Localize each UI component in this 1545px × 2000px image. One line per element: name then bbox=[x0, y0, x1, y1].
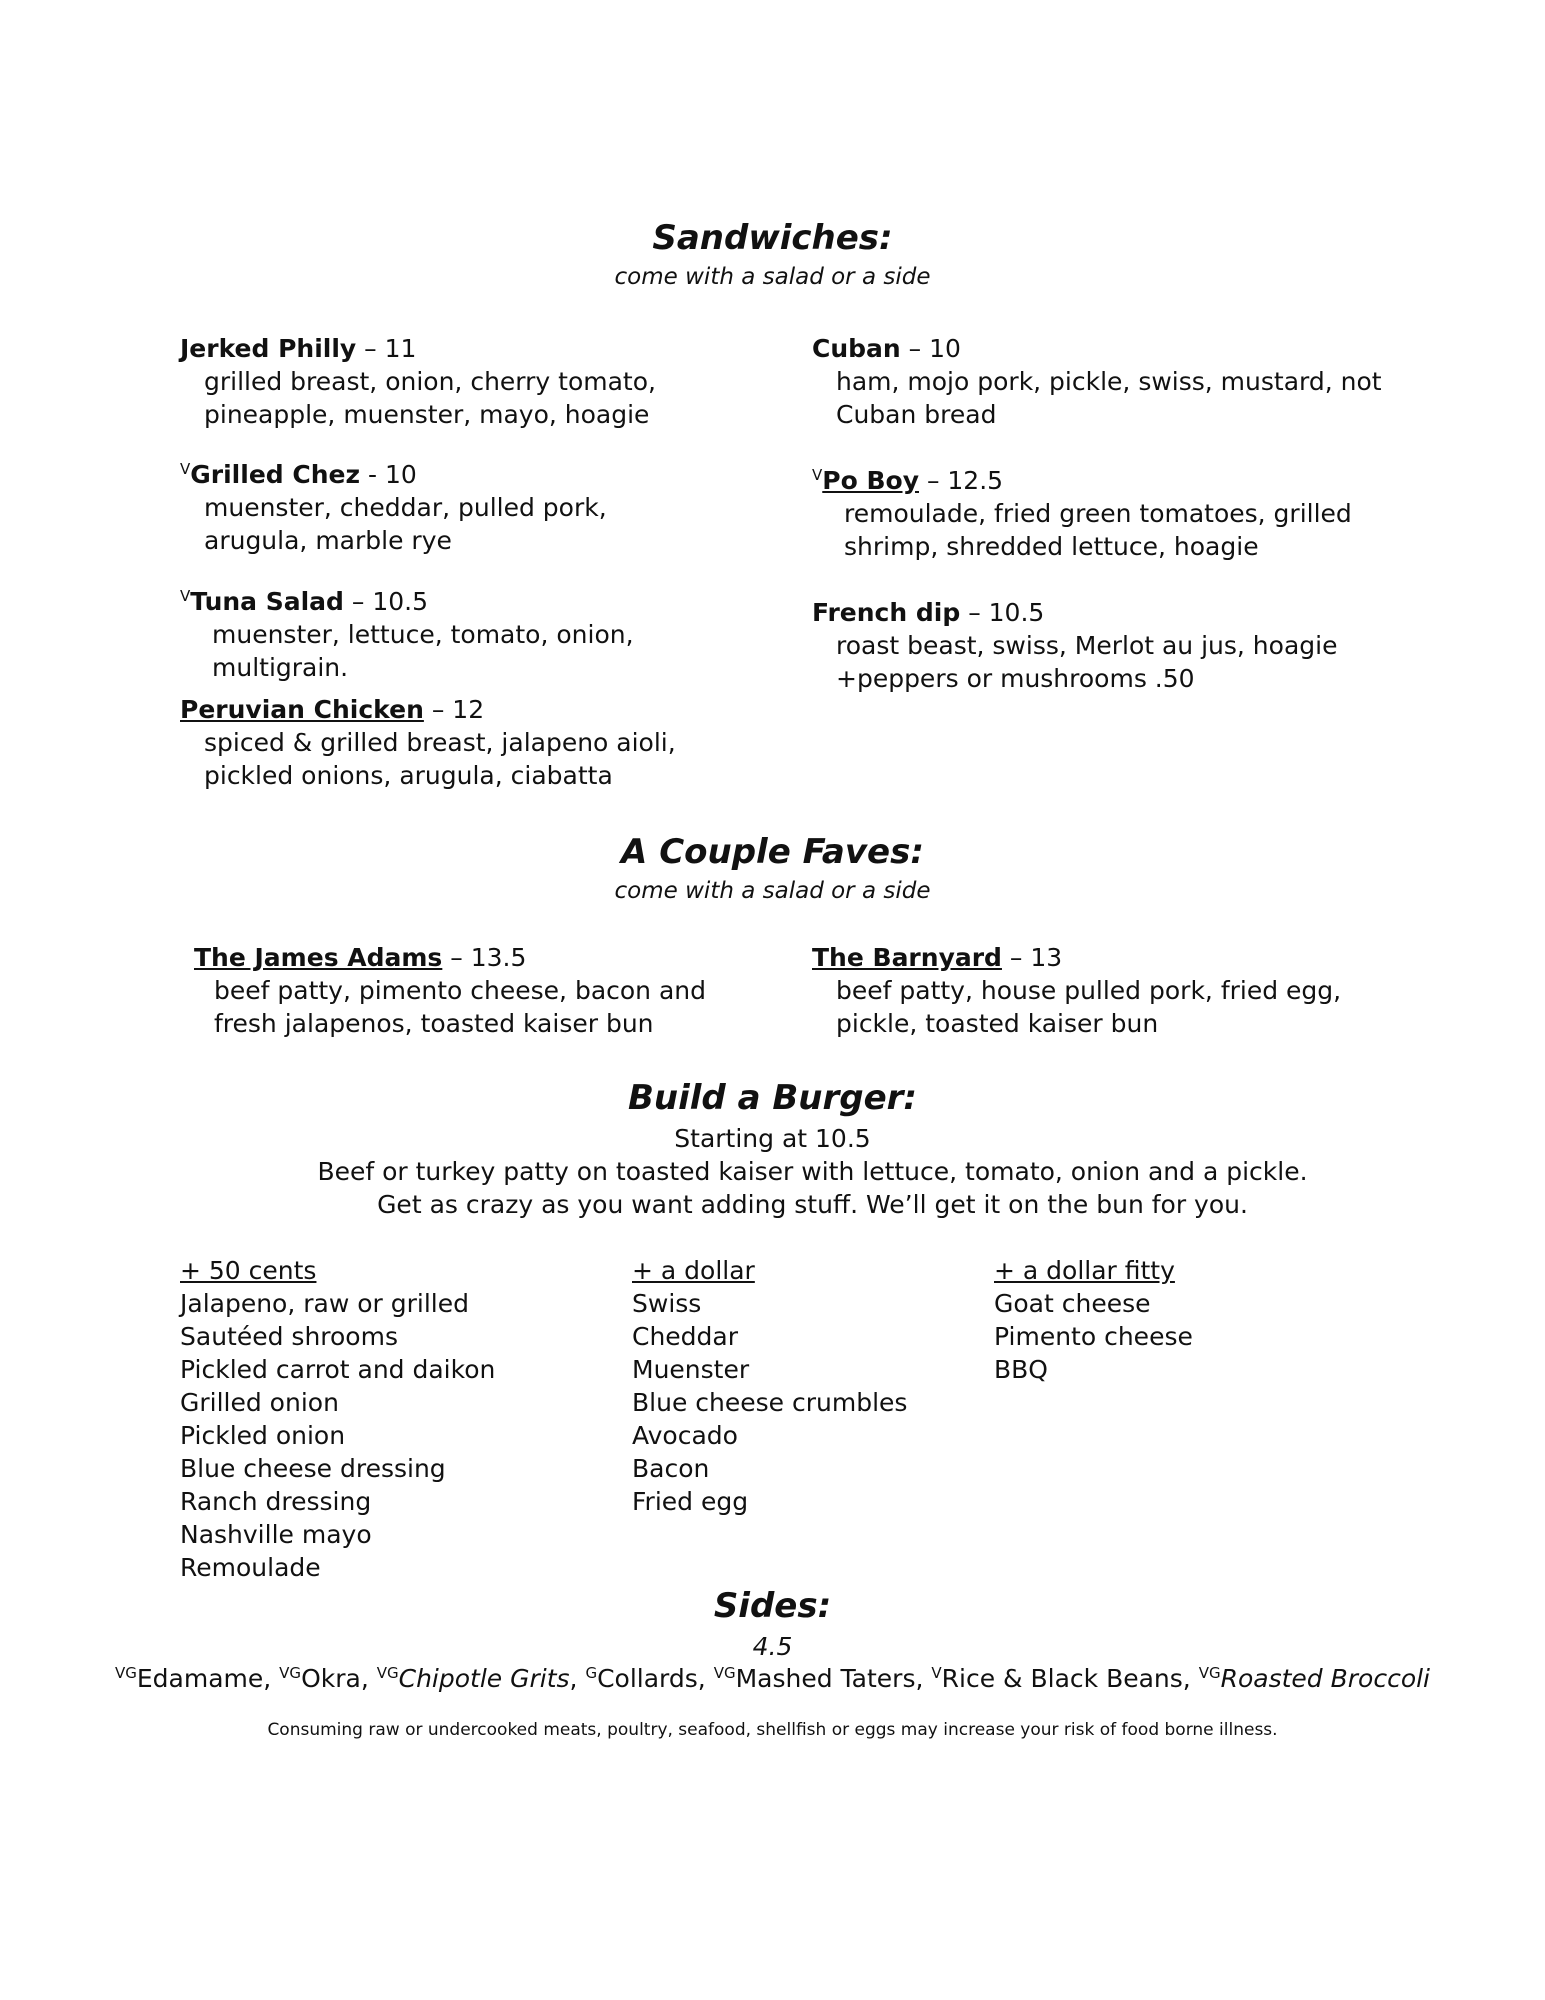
addon-item: Bacon bbox=[632, 1454, 710, 1483]
menu-item-barnyard: The Barnyard – 13 beef patty, house pulled pork, fried egg, pickle, toasted kaiser bun bbox=[812, 943, 1342, 1038]
vegetarian-mark: V bbox=[180, 460, 191, 478]
addon-item: Fried egg bbox=[632, 1487, 749, 1516]
addon-item: Avocado bbox=[632, 1421, 738, 1450]
addon-item: Pickled onion bbox=[180, 1421, 346, 1450]
menu-item-peruvian-chicken: Peruvian Chicken – 12 spiced & grilled breast, jalapeno aioli, pickled onions, arugula, ciabatta bbox=[180, 695, 676, 790]
addon-item: Grilled onion bbox=[180, 1388, 339, 1417]
item-description: beef patty, pimento cheese, bacon and fresh jalapenos, toasted kaiser bun bbox=[214, 976, 707, 1038]
side-item: Roasted Broccoli bbox=[1220, 1664, 1431, 1693]
vegetarian-mark: V bbox=[812, 466, 823, 484]
item-description: ham, mojo pork, pickle, swiss, mustard, not Cuban bread bbox=[836, 367, 1382, 429]
addon-column-a-dollar bbox=[632, 1254, 907, 1518]
item-price: 12 bbox=[452, 695, 485, 724]
side-item: Chipotle Grits bbox=[398, 1664, 570, 1693]
item-price: 10 bbox=[929, 334, 961, 363]
addon-item: Pimento cheese bbox=[994, 1322, 1193, 1351]
item-price: 13 bbox=[1030, 943, 1063, 972]
item-description: beef patty, house pulled pork, fried egg, pickle, toasted kaiser bun bbox=[836, 976, 1342, 1038]
addon-heading: + a dollar bbox=[632, 1256, 755, 1285]
item-description: muenster, lettuce, tomato, onion, multigrain. bbox=[212, 620, 634, 682]
addon-item: Blue cheese dressing bbox=[180, 1454, 446, 1483]
addon-item: BBQ bbox=[994, 1355, 1048, 1384]
sides-price: 4.5 bbox=[752, 1632, 793, 1661]
faves-title: A Couple Faves: bbox=[621, 832, 924, 872]
item-price: 10.5 bbox=[372, 587, 429, 616]
addon-item: Cheddar bbox=[632, 1322, 739, 1351]
item-description: remoulade, fried green tomatoes, grilled shrimp, shredded lettuce, hoagie bbox=[844, 499, 1352, 561]
addon-item: Sautéed shrooms bbox=[180, 1322, 398, 1351]
burger-start-price: Starting at 10.5 bbox=[674, 1124, 871, 1153]
menu-item-po-boy: $^V$Po Boy – 12.5 remoulade, fried green tomatoes, grilled shrimp, shredded lettuce, hoagie bbox=[812, 466, 1352, 561]
addon-column-a-dollar-fitty bbox=[994, 1254, 1193, 1386]
menu-item-cuban: Cuban – 10 ham, mojo pork, pickle, swiss, mustard, not Cuban bread bbox=[812, 334, 1382, 429]
item-price: 12.5 bbox=[947, 466, 1004, 495]
menu-item-james-adams: The James Adams – 13.5 beef patty, pimento cheese, bacon and fresh jalapenos, toasted kaiser bun bbox=[194, 943, 707, 1038]
item-price: 10 bbox=[384, 460, 417, 489]
sides-list: $^{VG}$Edamame, $^{VG}$Okra, $^{VG}$Chipotle Grits, $^G$Collards, $^{VG}$Mashed Taters, $^V$Rice & Black Beans, $^{VG}$Roasted Broccoli bbox=[114, 1664, 1431, 1693]
burger-description: Beef or turkey patty on toasted kaiser with lettuce, tomato, onion and a pickle. bbox=[317, 1157, 1308, 1186]
side-item: Collards bbox=[597, 1664, 698, 1693]
side-item: Mashed Taters bbox=[735, 1664, 916, 1693]
addon-heading: + a dollar fitty bbox=[994, 1256, 1175, 1285]
addon-item: Goat cheese bbox=[994, 1289, 1151, 1318]
sandwiches-title: Sandwiches: bbox=[652, 218, 893, 258]
addon-item: Jalapeno, raw or grilled bbox=[180, 1289, 469, 1318]
item-description: spiced & grilled breast, jalapeno aioli, pickled onions, arugula, ciabatta bbox=[204, 728, 676, 790]
sides-title: Sides: bbox=[713, 1586, 832, 1626]
item-description: roast beast, swiss, Merlot au jus, hoagie +peppers or mushrooms .50 bbox=[836, 631, 1338, 693]
item-price: 11 bbox=[384, 334, 417, 363]
burger-title: Build a Burger: bbox=[627, 1078, 918, 1118]
item-description: grilled breast, onion, cherry tomato, pineapple, muenster, mayo, hoagie bbox=[204, 367, 656, 429]
burger-tagline: Get as crazy as you want adding stuff. We’ll get it on the bun for you. bbox=[377, 1190, 1248, 1219]
item-price: 13.5 bbox=[470, 943, 527, 972]
menu-item-jerked-philly: Jerked Philly – 11 grilled breast, onion, cherry tomato, pineapple, muenster, mayo, hoagie bbox=[180, 334, 656, 429]
addon-item: Ranch dressing bbox=[180, 1487, 372, 1516]
item-description: muenster, cheddar, pulled pork, arugula, marble rye bbox=[204, 493, 607, 555]
sandwiches-subtitle: come with a salad or a side bbox=[614, 264, 931, 290]
vegetarian-mark: V bbox=[180, 587, 191, 605]
side-item: Rice & Black Beans bbox=[941, 1664, 1183, 1693]
menu-item-grilled-chez: $^V$Grilled Chez - 10 muenster, cheddar, pulled pork, arugula, marble rye bbox=[180, 460, 607, 555]
menu-item-tuna-salad: $^V$Tuna Salad – 10.5 muenster, lettuce, tomato, onion, multigrain. bbox=[180, 587, 634, 682]
side-item: Okra bbox=[301, 1664, 361, 1693]
food-safety-disclaimer: Consuming raw or undercooked meats, poultry, seafood, shellfish or eggs may increase your risk of food borne illness. bbox=[267, 1720, 1278, 1740]
addon-heading: + 50 cents bbox=[180, 1256, 317, 1285]
addon-item: Pickled carrot and daikon bbox=[180, 1355, 496, 1384]
addon-column-50-cents bbox=[180, 1254, 495, 1584]
faves-subtitle: come with a salad or a side bbox=[614, 878, 931, 904]
addon-item: Blue cheese crumbles bbox=[632, 1388, 908, 1417]
addon-item: Swiss bbox=[632, 1289, 702, 1318]
addon-item: Remoulade bbox=[180, 1553, 321, 1582]
side-item: Edamame bbox=[136, 1664, 264, 1693]
addon-item: Nashville mayo bbox=[180, 1520, 372, 1549]
item-price: 10.5 bbox=[988, 598, 1045, 627]
menu-item-french-dip: French dip – 10.5 roast beast, swiss, Merlot au jus, hoagie +peppers or mushrooms .50 bbox=[812, 598, 1338, 693]
addon-item: Muenster bbox=[632, 1355, 750, 1384]
